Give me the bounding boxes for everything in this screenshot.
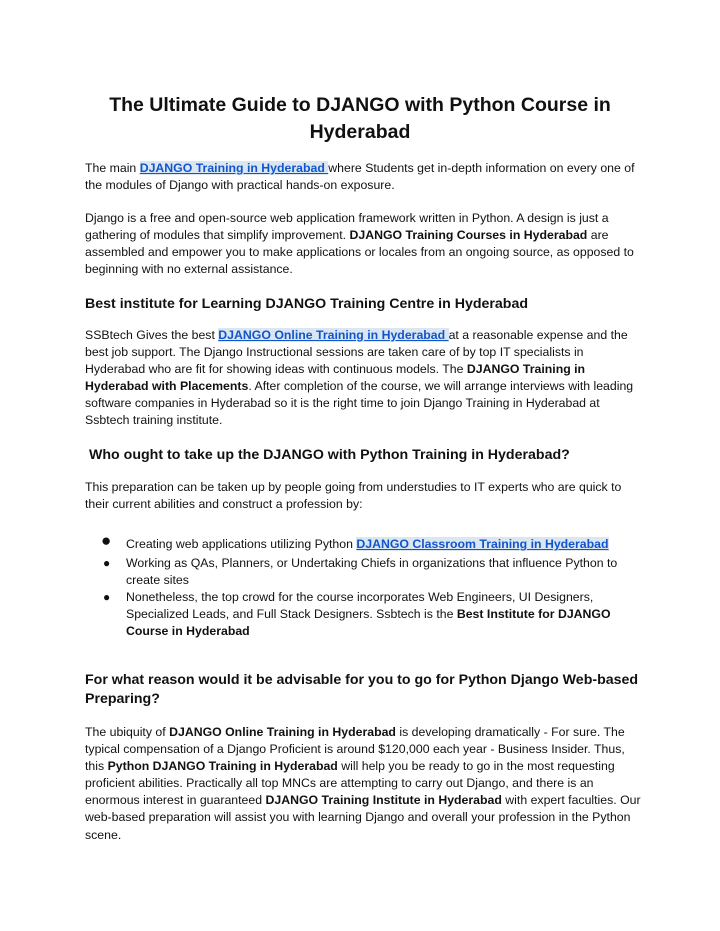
text-segment: where Students get in-depth information on every one of the modules of Django with practical hands-on exposure.	[85, 161, 635, 193]
django-description-paragraph	[85, 210, 641, 278]
text-segment: The ubiquity of	[85, 725, 170, 739]
text-segment: Django is a free and open-source web application framework written in Python. A design is just a gathering of modules that simplify improvement.	[85, 211, 609, 243]
django-training-link[interactable]: DJANGO Training in Hyderabad	[139, 161, 329, 175]
bold-text: Python DJANGO Training in Hyderabad	[107, 759, 338, 774]
django-online-training-link[interactable]: DJANGO Online Training in Hyderabad	[218, 328, 449, 342]
text-segment: Nonetheless, the top crowd for the course incorporates Web Engineers, UI Designers, Specialized Leads, and Full Stack Designers. Ssbtech is the	[126, 590, 594, 622]
section-heading-who-ought: Who ought to take up the DJANGO with Python Training in Hyderabad?	[89, 447, 570, 463]
bullet-dot-icon: ●	[103, 590, 111, 605]
audience-paragraph: This preparation can be taken up by people going from understudies to IT experts who are quick to their current abilities and construct a profession by:	[85, 480, 622, 512]
bullet-dot-icon: ●	[103, 556, 111, 570]
page-title: The Ultimate Guide to DJANGO with Python Course in Hyderabad	[109, 94, 611, 143]
text-segment: will help you be ready to go in the most requesting proficient abilities. Practically all top MNCs are attempting to carry out Django, and there is an enormous interest in guaranteed	[85, 759, 615, 808]
bold-text: Best Institute for DJANGO Course in Hyderabad	[126, 607, 611, 639]
text-segment: . After completion of the course, we will arrange interviews with leading software companies in Hyderabad so it is the right time to join Django Training in Hyderabad at Ssbtech training institute.	[85, 379, 634, 428]
django-classroom-training-link[interactable]: DJANGO Classroom Training in Hyderabad	[356, 537, 609, 551]
bullet-list	[85, 531, 645, 640]
bullet-dot-icon: ●	[101, 531, 112, 550]
bold-text: DJANGO Training in Hyderabad with Placements	[85, 362, 586, 394]
ubiquity-paragraph	[85, 724, 641, 844]
text-segment: with expert faculties. Our web-based preparation will assist you with learning Django and overall your profession in the Python scene.	[85, 793, 641, 842]
intro-paragraph	[85, 160, 641, 194]
section-heading-why: For what reason would it be advisable for you to go for Python Django Web-based Preparing?	[85, 672, 639, 707]
ssbtech-paragraph	[85, 327, 641, 430]
list-item	[85, 589, 645, 640]
section-heading-best-institute: Best institute for Learning DJANGO Training Centre in Hyderabad	[85, 296, 529, 312]
bold-text: DJANGO Training Courses in Hyderabad	[349, 228, 588, 243]
list-item	[85, 531, 645, 555]
text-segment: The main	[85, 161, 140, 175]
list-item	[85, 555, 645, 589]
bold-text: DJANGO Training Institute in Hyderabad	[265, 793, 502, 808]
text-segment: at a reasonable expense and the best job support. The Django Instructional sessions are taken care of by top IT specialists in Hyderabad who are fit for showing ideas with continuous models. The	[85, 328, 628, 377]
text-segment: SSBtech Gives the best	[85, 328, 219, 342]
bold-text: DJANGO Online Training in Hyderabad	[169, 725, 396, 739]
text-segment: are assembled and empower you to make applications or locales from an ongoing source, as opposed to beginning with no external assistance.	[85, 228, 634, 277]
text-segment: is developing dramatically - For sure. The typical compensation of a Django Proficient is around $120,000 each year - Business Insider. Thus, this	[85, 725, 625, 774]
text-segment: Creating web applications utilizing Python	[126, 537, 357, 551]
text-segment: Working as QAs, Planners, or Undertaking Chiefs in organizations that influence Python to create sites	[126, 556, 618, 588]
